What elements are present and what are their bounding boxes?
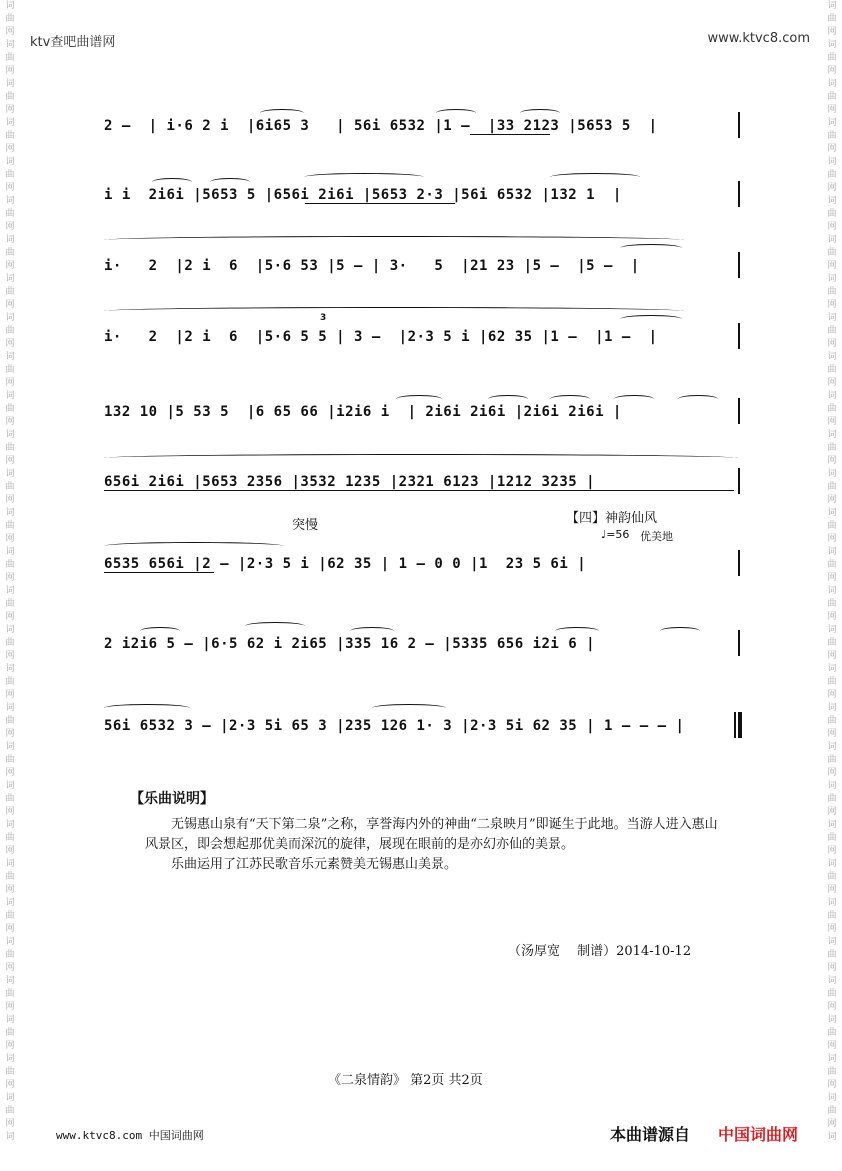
watermark-char: 词 [827,1132,837,1142]
watermark-char: 曲 [5,14,15,24]
watermark-char: 词 [827,859,837,869]
footer-brand-logo[interactable]: 中国词曲网 [718,1125,799,1144]
watermark-char: 词 [5,274,15,284]
watermark-char: 网 [5,651,15,661]
watermark-char: 曲 [5,170,15,180]
watermark-char: 曲 [5,599,15,609]
watermark-char: 曲 [827,170,837,180]
footer-site[interactable]: www.ktvc8.com 中国词曲网 [56,1129,204,1142]
watermark-char: 词 [5,118,15,128]
watermark-char: 词 [5,79,15,89]
watermark-char: 词 [5,40,15,50]
description-paragraph-1: 无锡惠山泉有“天下第二泉”之称，享誉海内外的神曲“二泉映月”即诞生于此地。当游人进入惠山风景区，即会想起那优美而深沉的旋律，展现在眼前的是亦幻亦仙的美景。 [145,817,718,852]
watermark-char: 网 [827,924,837,934]
watermark-char: 词 [5,820,15,830]
watermark-char: 网 [5,924,15,934]
watermark-char: 曲 [5,560,15,570]
watermark-char: 曲 [5,833,15,843]
watermark-char: 词 [827,703,837,713]
score-line-4-notes: i· 2 |2 i 6 |5·6 5 5 | 3 – |2·3 5 i |62 35 |1 – |1 – | [104,329,658,345]
score-line-2-notes: i i 2i6i |5653 5 |656i 2i6i |5653 2·3 |56i 6532 |132 1 | [104,187,622,203]
watermark-char: 网 [827,1002,837,1012]
watermark-char: 曲 [827,131,837,141]
watermark-char: 曲 [827,833,837,843]
score-line-6-notes: 656i 2i6i |5653 2356 |3532 1235 |2321 6123 |1212 3235 | [104,474,596,490]
watermark-char: 曲 [827,755,837,765]
score-line-5 [100,404,740,430]
score-line-5-notes: 132 10 |5 53 5 |6 65 66 |i2i6 i | 2i6i 2i6i |2i6i 2i6i | [104,404,622,420]
watermark-char: 词 [827,625,837,635]
watermark-char: 词 [5,391,15,401]
watermark-char: 网 [827,261,837,271]
watermark-char: 曲 [827,287,837,297]
score-line-9 [100,718,740,744]
watermark-char: 网 [827,378,837,388]
watermark-char: 网 [5,300,15,310]
watermark-char: 网 [5,846,15,856]
watermark-char: 网 [5,807,15,817]
watermark-char: 词 [5,976,15,986]
watermark-char: 词 [5,937,15,947]
watermark-char: 曲 [5,911,15,921]
watermark-char: 词 [827,586,837,596]
watermark-char: 网 [827,495,837,505]
watermark-char: 曲 [827,92,837,102]
author-credit: （汤厚宽 制谱）2014-10-12 [508,944,692,959]
watermark-char: 网 [827,612,837,622]
watermark-char: 网 [5,768,15,778]
watermark-char: 词 [5,313,15,323]
watermark-char: 曲 [5,326,15,336]
watermark-char: 曲 [5,1067,15,1077]
watermark-char: 曲 [5,209,15,219]
watermark-char: 词 [827,40,837,50]
score-line-8 [100,636,740,662]
watermark-char: 曲 [5,443,15,453]
watermark-char: 词 [5,1,15,11]
watermark-char: 网 [827,807,837,817]
watermark-char: 网 [5,1002,15,1012]
watermark-char: 词 [5,859,15,869]
watermark-char: 曲 [5,521,15,531]
watermark-char: 网 [827,456,837,466]
watermark-char: 词 [827,781,837,791]
watermark-char: 词 [5,508,15,518]
watermark-char: 网 [827,222,837,232]
watermark-char: 曲 [827,326,837,336]
watermark-char: 网 [827,729,837,739]
watermark-char: 网 [827,534,837,544]
watermark-char: 曲 [827,911,837,921]
watermark-char: 曲 [827,1028,837,1038]
watermark-char: 网 [827,1041,837,1051]
watermark-char: 网 [5,261,15,271]
watermark-char: 网 [5,417,15,427]
tempo-marking: ♩=56 [601,528,630,541]
watermark-char: 词 [5,1015,15,1025]
watermark-char: 词 [5,625,15,635]
score-line-1 [100,118,740,144]
watermark-char: 词 [5,469,15,479]
watermark-char: 曲 [827,950,837,960]
score-line-7 [100,556,740,582]
watermark-char: 网 [827,768,837,778]
watermark-char: 网 [827,417,837,427]
watermark-char: 词 [827,79,837,89]
score-line-1-notes: 2 – | i·6 2 i |6i65 3 | 56i 6532 |1 – |33 2123 |5653 5 | [104,118,658,134]
watermark-char: 网 [5,66,15,76]
watermark-char: 曲 [5,287,15,297]
tempo-slow-label: 突慢 [292,518,319,533]
watermark-char: 曲 [5,404,15,414]
tempo-expression: 优美地 [640,530,673,543]
watermark-char: 曲 [827,404,837,414]
watermark-char: 词 [827,937,837,947]
watermark-char: 曲 [827,989,837,999]
watermark-char: 词 [5,1093,15,1103]
watermark-char: 词 [827,313,837,323]
grace-note-3: 3 [320,313,327,323]
watermark-char: 词 [827,469,837,479]
watermark-char: 曲 [5,872,15,882]
watermark-char: 词 [827,352,837,362]
footer-source-label: 本曲谱源自 [610,1125,691,1144]
watermark-left [1,0,19,1171]
watermark-char: 曲 [827,14,837,24]
watermark-char: 词 [5,1054,15,1064]
watermark-char: 网 [827,105,837,115]
watermark-char: 词 [5,1132,15,1142]
description-paragraph-2: 乐曲运用了江苏民歌音乐元素赞美无锡惠山美景。 [171,857,458,872]
watermark-char: 词 [827,820,837,830]
header-site-name: ktv查吧曲谱网 [30,35,116,50]
watermark-char: 曲 [5,950,15,960]
watermark-char: 曲 [827,443,837,453]
watermark-char: 网 [5,183,15,193]
watermark-char: 曲 [5,638,15,648]
watermark-char: 网 [5,144,15,154]
watermark-char: 网 [827,66,837,76]
watermark-char: 网 [827,963,837,973]
watermark-char: 词 [5,781,15,791]
watermark-char: 网 [827,690,837,700]
watermark-char: 网 [827,144,837,154]
watermark-char: 曲 [827,560,837,570]
watermark-char: 曲 [827,1106,837,1116]
watermark-char: 曲 [827,521,837,531]
watermark-char: 网 [827,573,837,583]
watermark-char: 网 [827,27,837,37]
watermark-char: 曲 [5,677,15,687]
watermark-char: 网 [5,495,15,505]
watermark-char: 网 [827,885,837,895]
watermark-char: 网 [5,729,15,739]
watermark-char: 曲 [5,92,15,102]
watermark-char: 词 [827,664,837,674]
watermark-char: 曲 [827,53,837,63]
watermark-char: 词 [827,976,837,986]
watermark-char: 曲 [5,1028,15,1038]
watermark-char: 网 [5,456,15,466]
description-text [145,815,730,875]
score-line-2 [100,187,740,213]
watermark-char: 曲 [827,209,837,219]
watermark-char: 词 [827,742,837,752]
watermark-char: 网 [827,1080,837,1090]
watermark-char: 网 [5,1119,15,1129]
watermark-char: 曲 [5,716,15,726]
watermark-char: 词 [5,586,15,596]
watermark-char: 曲 [5,755,15,765]
watermark-char: 词 [827,391,837,401]
watermark-char: 词 [827,1054,837,1064]
watermark-char: 曲 [827,482,837,492]
watermark-right [823,0,841,1171]
score-line-7-notes: 6535 656i |2 – |2·3 5 i |62 35 | 1 – 0 0 |1 23 5 6i | [104,556,587,572]
watermark-char: 词 [827,235,837,245]
watermark-char: 词 [5,664,15,674]
watermark-char: 词 [5,235,15,245]
header-site-url[interactable]: www.ktvc8.com [707,31,810,46]
watermark-char: 网 [5,534,15,544]
watermark-char: 曲 [5,1106,15,1116]
watermark-char: 词 [827,1093,837,1103]
watermark-char: 网 [5,378,15,388]
score-line-8-notes: 2 i2i6 5 – |6·5 62 i 2i65 |335 16 2 – |5335 656 i2i 6 | [104,636,596,652]
watermark-char: 曲 [827,248,837,258]
watermark-char: 词 [827,196,837,206]
watermark-char: 曲 [827,872,837,882]
watermark-char: 词 [827,1015,837,1025]
watermark-char: 词 [827,118,837,128]
watermark-char: 网 [5,690,15,700]
watermark-char: 网 [5,222,15,232]
watermark-char: 词 [5,547,15,557]
watermark-char: 词 [827,547,837,557]
watermark-char: 网 [827,300,837,310]
watermark-char: 曲 [5,482,15,492]
score-line-3-notes: i· 2 |2 i 6 |5·6 53 |5 – | 3· 5 |21 23 |5 – |5 – | [104,258,640,274]
watermark-char: 曲 [827,1067,837,1077]
watermark-char: 曲 [827,716,837,726]
watermark-char: 词 [827,1,837,11]
watermark-char: 词 [827,898,837,908]
watermark-char: 曲 [5,53,15,63]
watermark-char: 网 [5,963,15,973]
watermark-char: 词 [827,274,837,284]
section-title: 【四】神韵仙风 [566,511,658,526]
watermark-char: 网 [5,105,15,115]
watermark-char: 曲 [827,365,837,375]
watermark-char: 曲 [5,365,15,375]
watermark-char: 曲 [827,638,837,648]
watermark-char: 网 [827,846,837,856]
watermark-char: 网 [5,27,15,37]
watermark-char: 网 [827,339,837,349]
score-line-6 [100,474,740,500]
watermark-char: 曲 [827,599,837,609]
watermark-char: 曲 [827,794,837,804]
score-line-3 [100,258,740,284]
watermark-char: 词 [827,508,837,518]
watermark-char: 词 [827,157,837,167]
watermark-char: 曲 [5,131,15,141]
watermark-char: 网 [827,1119,837,1129]
watermark-char: 词 [827,430,837,440]
watermark-char: 词 [5,352,15,362]
watermark-char: 词 [5,703,15,713]
watermark-char: 网 [5,573,15,583]
watermark-char: 网 [5,885,15,895]
watermark-char: 词 [5,430,15,440]
score-line-9-notes: 56i 6532 3 – |2·3 5i 65 3 |235 126 1· 3 |2·3 5i 62 35 | 1 – – – | [104,718,685,734]
watermark-char: 网 [827,183,837,193]
watermark-char: 词 [5,898,15,908]
watermark-char: 网 [5,612,15,622]
description-heading: 【乐曲说明】 [130,791,214,807]
watermark-char: 词 [5,742,15,752]
watermark-char: 网 [5,1080,15,1090]
watermark-char: 词 [5,157,15,167]
page-number: 《二泉情韵》 第2页 共2页 [328,1073,483,1088]
watermark-char: 曲 [5,794,15,804]
watermark-char: 网 [5,1041,15,1051]
watermark-char: 曲 [827,677,837,687]
watermark-char: 曲 [5,248,15,258]
watermark-char: 网 [827,651,837,661]
watermark-char: 曲 [5,989,15,999]
watermark-char: 网 [5,339,15,349]
score-line-4 [100,313,740,355]
watermark-char: 词 [5,196,15,206]
